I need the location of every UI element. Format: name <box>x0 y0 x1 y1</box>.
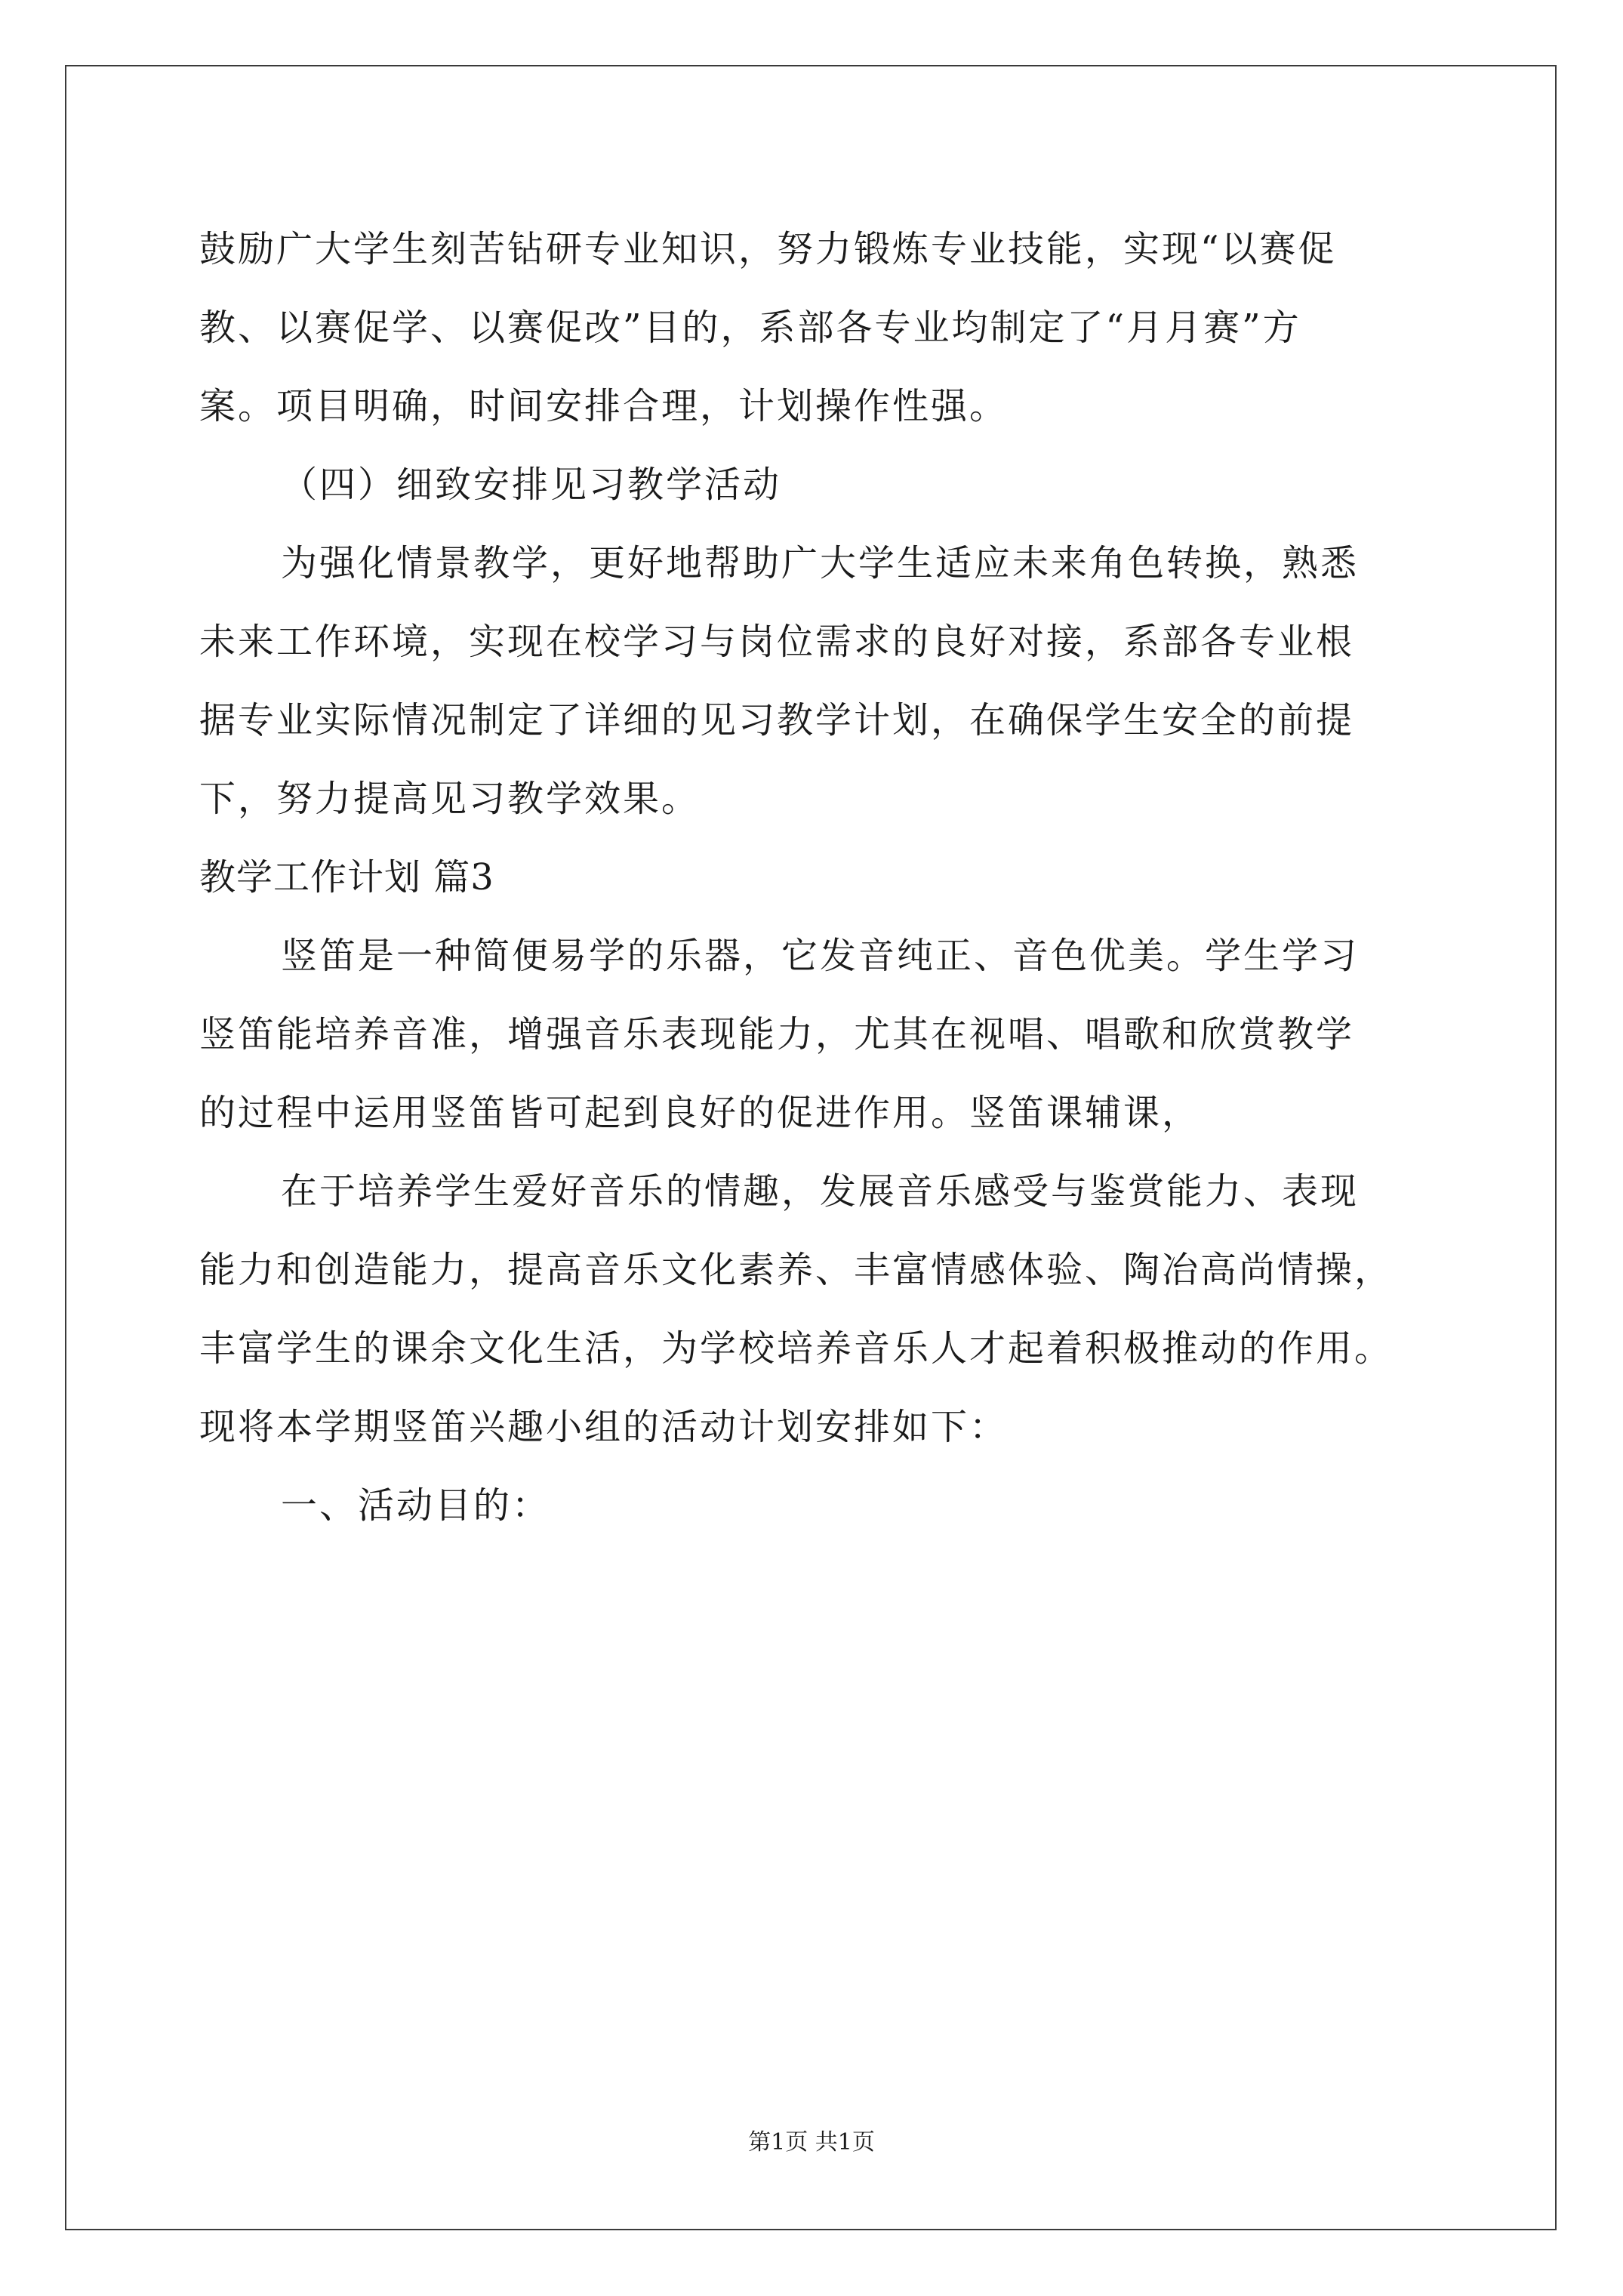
paragraph-line: 案。项目明确，时间安排合理，计划操作性强。 <box>199 385 1009 427</box>
paragraph-line: 教、以赛促学、以赛促改”目的，系部各专业均制定了“月月赛”方 <box>199 307 1301 349</box>
section-heading: 一、活动目的： <box>281 1484 551 1527</box>
paragraph-line: 竖笛能培养音准，增强音乐表现能力，尤其在视唱、唱歌和欣赏教学 <box>199 1013 1355 1056</box>
paragraph-line: 的过程中运用竖笛皆可起到良好的促进作用。竖笛课辅课， <box>199 1092 1201 1134</box>
paragraph-line: 丰富学生的课余文化生活，为学校培养音乐人才起着积极推动的作用。 <box>199 1327 1394 1370</box>
paragraph-line: 下，努力提高见习教学效果。 <box>199 778 701 820</box>
page-footer: 第1页 共1页 <box>748 2129 875 2156</box>
section-heading: （四）细致安排见习教学活动 <box>281 464 782 506</box>
paragraph-line: 能力和创造能力，提高音乐文化素养、丰富情感体验、陶冶高尚情操， <box>199 1249 1394 1291</box>
paragraph-line: 在于培养学生爱好音乐的情趣，发展音乐感受与鉴赏能力、表现 <box>281 1170 1360 1213</box>
paragraph-line: 鼓励广大学生刻苦钻研专业知识，努力锻炼专业技能，实现“以赛促 <box>199 228 1337 270</box>
paragraph-line: 为强化情景教学，更好地帮助广大学生适应未来角色转换，熟悉 <box>281 542 1360 584</box>
paragraph-line: 竖笛是一种简便易学的乐器，它发音纯正、音色优美。学生学习 <box>281 935 1360 977</box>
paragraph-line: 现将本学期竖笛兴趣小组的活动计划安排如下： <box>199 1406 1009 1448</box>
paragraph-line: 未来工作环境，实现在校学习与岗位需求的良好对接，系部各专业根 <box>199 621 1355 663</box>
article-title: 教学工作计划 篇3 <box>199 856 494 898</box>
paragraph-line: 据专业实际情况制定了详细的见习教学计划，在确保学生安全的前提 <box>199 699 1355 741</box>
